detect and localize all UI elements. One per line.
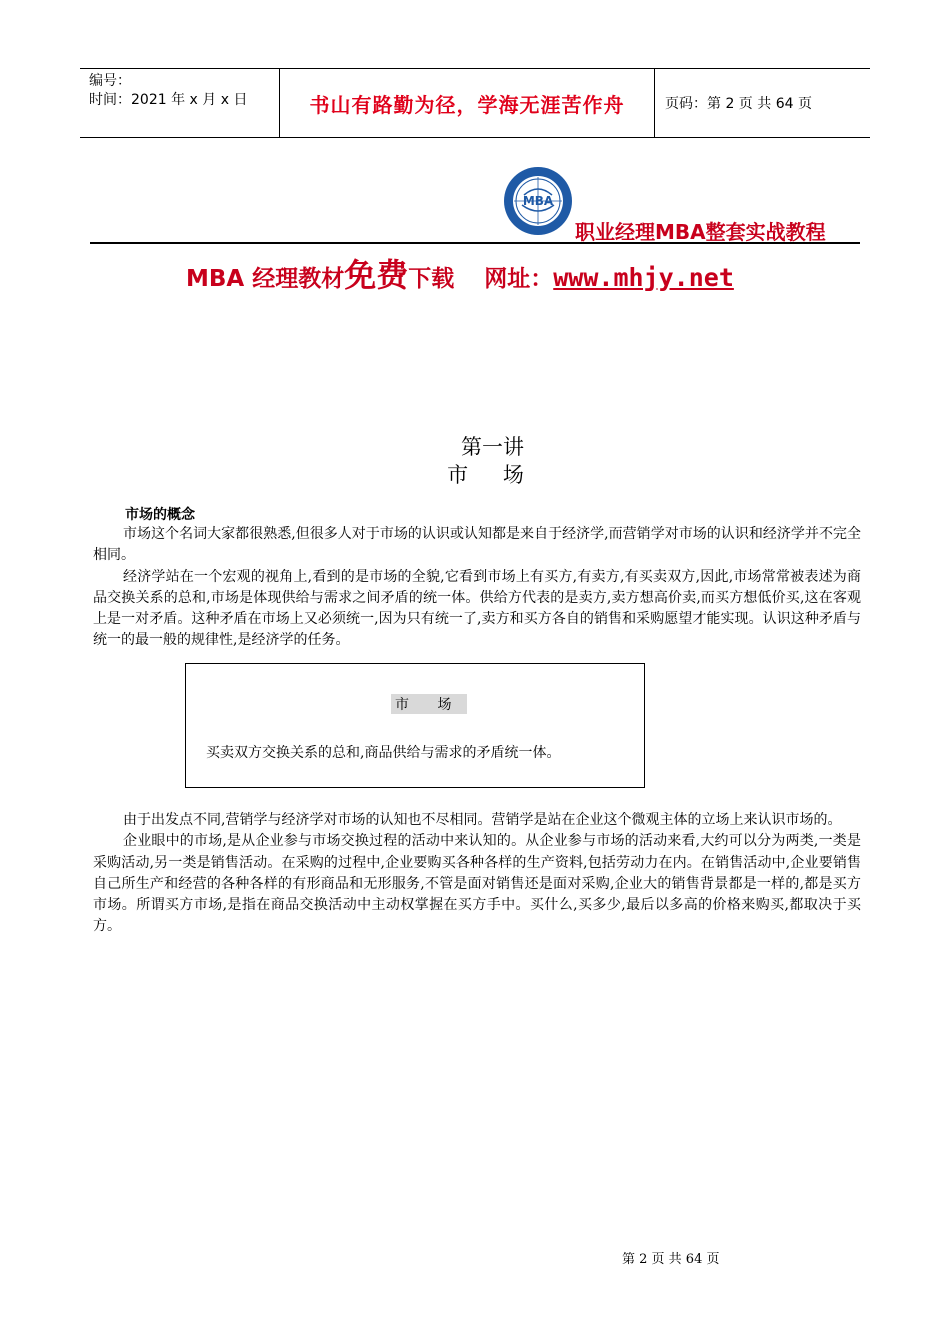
promo-url-link[interactable]: www.mhjy.net [553,263,734,292]
promo-line [186,250,734,296]
paragraph: 市场这个名词大家都很熟悉,但很多人对于市场的认识或认知都是来自于经济学,而营销学对市场的认识和经济学并不完全相同。 [93,526,861,564]
promo-url-label: 网址： [484,266,554,292]
number-label: 编号： [89,73,131,89]
body-top [93,524,861,652]
date-label: 时间：2021 年 x 月 x 日 [89,92,248,108]
definition-box [185,663,645,788]
paragraph: 企业眼中的市场,是从企业参与市场交换过程的活动中来认知的。从企业参与市场的活动来看,大约可以分为两类,一类是采购活动,另一类是销售活动。在采购的过程中,企业要购买各种各样的生产资料,包括劳动力在内。在销售活动中,企业要销售自己所生产和经营的各种各样的有形商品和无形服务,不管是面对销售还是面对采购,企业大的销售背景都是一样的,都是买方市场。所谓买方市场,是指在商品交换活动中主动权掌握在买方手中。买什么,买多少,最后以多高的价格来购买,都取决于买方。 [93,833,861,935]
paragraph: 由于出发点不同,营销学与经济学对市场的认知也不尽相同。营销学是站在企业这个微观主体的立场上来认识市场的。 [123,812,842,828]
section-title: 市场的概念 [125,507,195,523]
promo-part1: MBA 经理教材 [186,266,345,292]
page-footer: 第 2 页 共 64 页 [622,1252,720,1267]
logo-text: MBA [522,194,554,208]
brand-divider [90,242,860,244]
paragraph: 经济学站在一个宏观的视角上,看到的是市场的全貌,它看到市场上有买方,有卖方,有买卖双方,因此,市场常常被表述为商品交换关系的总和,市场是体现供给与需求之间矛盾的统一体。供给方代表的是卖方,卖方想高价卖,而买方想低价买,这在客观上是一对矛盾。这种矛盾在市场上又必须统一,因为只有统一了,卖方和买方各自的销售和采购愿望才能实现。认识这种矛盾与统一的最一般的规律性,是经济学的任务。 [93,568,861,649]
promo-free: 免费 [344,256,409,294]
brand-title: 职业经理MBA整套实战教程 [575,220,826,244]
promo-part3: 下载 [408,266,455,292]
lecture-title: 市 场 [447,463,538,487]
mba-logo-icon [502,165,574,237]
body-bottom [93,810,861,938]
header-motto: 书山有路勤为径，学海无涯苦作舟 [280,69,655,137]
lecture-number: 第一讲 [461,435,524,459]
definition-text: 买卖双方交换关系的总和,商品供给与需求的矛盾统一体。 [206,745,561,761]
document-header [80,68,870,138]
header-page-info: 页码：第 2 页 共 64 页 [665,96,812,112]
definition-title: 市 场 [391,694,467,714]
header-meta [80,69,280,137]
